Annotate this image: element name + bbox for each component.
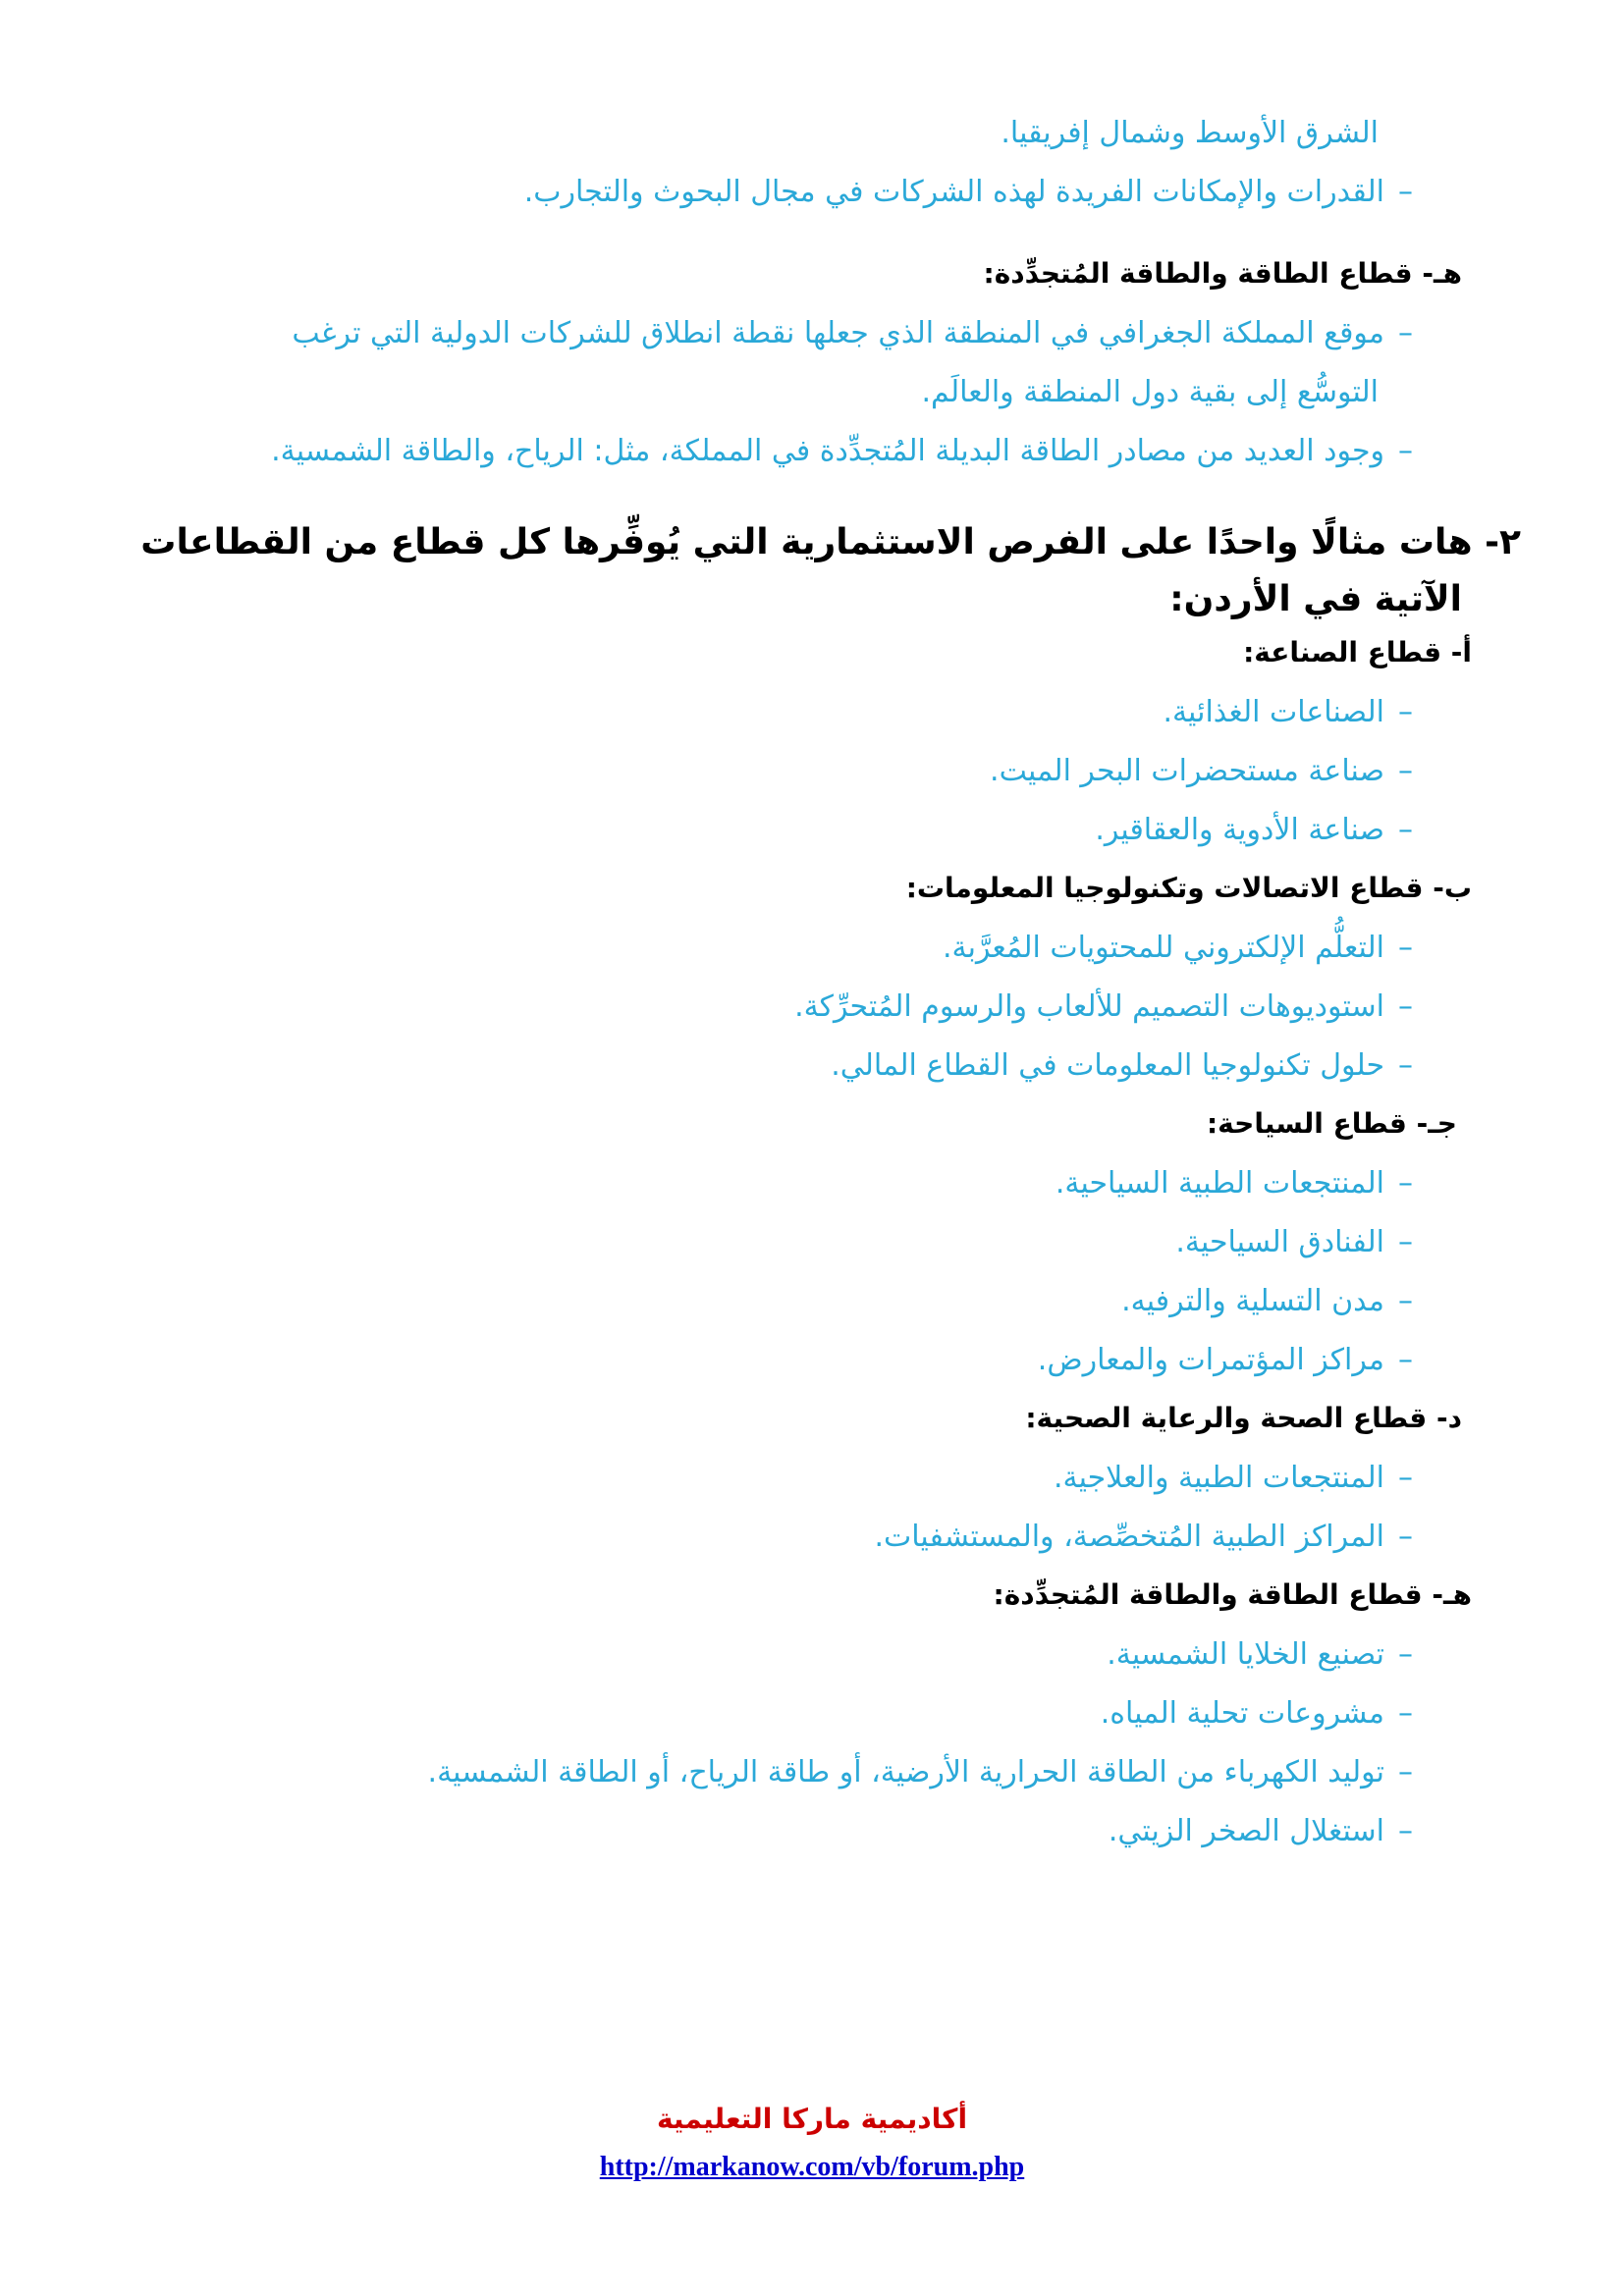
list-item bbox=[1056, 1166, 1413, 1201]
list-item bbox=[1109, 1814, 1413, 1848]
section-heading bbox=[1207, 1107, 1457, 1140]
question-title-line2: الآتية في الأردن: bbox=[1169, 579, 1462, 619]
bullet-dash: – bbox=[1398, 931, 1413, 965]
footer-link[interactable]: http://markanow.com/vb/forum.php bbox=[599, 2152, 1025, 2182]
bullet-dash: – bbox=[1398, 695, 1413, 729]
list-item-text: حلول تكنولوجيا المعلومات في القطاع المالي. bbox=[831, 1048, 1384, 1083]
list-item-text: الصناعات الغذائية. bbox=[1163, 695, 1384, 729]
list-item-text: التوسُّع إلى بقية دول المنطقة والعالَم. bbox=[921, 375, 1379, 409]
bullet-dash: – bbox=[1398, 1225, 1413, 1259]
section-heading-text: هـ- قطاع الطاقة والطاقة المُتجدِّدة: bbox=[993, 1578, 1472, 1611]
bullet-dash: – bbox=[1398, 1048, 1413, 1083]
list-item-text: موقع المملكة الجغرافي في المنطقة الذي جعلها نقطة انطلاق للشركات الدولية التي ترغب bbox=[292, 316, 1384, 350]
list-item-text: توليد الكهرباء من الطاقة الحرارية الأرضية، أو طاقة الرياح، أو الطاقة الشمسية. bbox=[427, 1755, 1384, 1789]
list-item-text: المنتجعات الطبية والعلاجية. bbox=[1053, 1461, 1384, 1495]
list-item bbox=[428, 1755, 1413, 1789]
list-item-text: الفنادق السياحية. bbox=[1175, 1225, 1384, 1259]
list-item bbox=[990, 754, 1413, 788]
bullet-dash: – bbox=[1398, 1343, 1413, 1377]
list-item bbox=[271, 434, 1413, 468]
list-item bbox=[524, 175, 1413, 209]
list-item bbox=[1054, 1461, 1413, 1495]
list-item-text: استوديوهات التصميم للألعاب والرسوم المُتحرِّكة. bbox=[794, 989, 1384, 1024]
list-item bbox=[1175, 1225, 1413, 1259]
bullet-dash: – bbox=[1398, 1461, 1413, 1495]
section-heading bbox=[994, 1578, 1472, 1611]
footer-academy-name: أكاديمية ماركا التعليمية bbox=[656, 2103, 968, 2135]
bullet-dash: – bbox=[1398, 1284, 1413, 1318]
section-heading bbox=[984, 257, 1462, 290]
section-heading bbox=[1243, 636, 1472, 668]
bullet-dash: – bbox=[1398, 1696, 1413, 1731]
list-item bbox=[1038, 1343, 1413, 1377]
list-item-text: التعلُّم الإلكتروني للمحتويات المُعرَّبة. bbox=[943, 931, 1384, 965]
section-heading-text: هـ- قطاع الطاقة والطاقة المُتجدِّدة: bbox=[983, 257, 1462, 290]
section-heading-text: ب- قطاع الاتصالات وتكنولوجيا المعلومات: bbox=[905, 872, 1472, 904]
bullet-dash: – bbox=[1398, 434, 1413, 468]
list-item bbox=[831, 1048, 1413, 1083]
list-item-text: مشروعات تحلية المياه. bbox=[1100, 1696, 1384, 1731]
list-item bbox=[794, 989, 1413, 1024]
list-item bbox=[1121, 1284, 1413, 1318]
bullet-dash: – bbox=[1398, 754, 1413, 788]
question-title-continuation bbox=[1169, 579, 1462, 619]
list-item bbox=[1107, 1637, 1413, 1672]
bullet-dash: – bbox=[1398, 1520, 1413, 1554]
list-item-text: وجود العديد من مصادر الطاقة البديلة المُتجدِّدة في المملكة، مثل: الرياح، والطاقة الشمسية. bbox=[271, 434, 1384, 468]
list-item bbox=[875, 1520, 1414, 1554]
section-heading-text: جـ- قطاع السياحة: bbox=[1206, 1107, 1457, 1140]
list-item-text: المنتجعات الطبية السياحية. bbox=[1055, 1166, 1384, 1201]
list-item bbox=[943, 931, 1413, 965]
section-heading bbox=[1025, 1402, 1462, 1434]
list-item-text: تصنيع الخلايا الشمسية. bbox=[1107, 1637, 1384, 1672]
bullet-dash: – bbox=[1398, 1166, 1413, 1201]
section-heading-text: أ- قطاع الصناعة: bbox=[1243, 636, 1472, 668]
bullet-dash: – bbox=[1398, 175, 1413, 209]
list-item bbox=[1095, 813, 1413, 847]
list-item bbox=[1101, 1696, 1413, 1731]
bullet-dash: – bbox=[1398, 989, 1413, 1024]
list-item-continuation bbox=[921, 375, 1379, 409]
list-item-text: مراكز المؤتمرات والمعارض. bbox=[1037, 1343, 1384, 1377]
bullet-dash: – bbox=[1398, 1814, 1413, 1848]
bullet-dash: – bbox=[1398, 316, 1413, 350]
list-item-text: مدن التسلية والترفيه. bbox=[1121, 1284, 1384, 1318]
section-heading bbox=[906, 872, 1472, 904]
list-item-text: صناعة مستحضرات البحر الميت. bbox=[990, 754, 1384, 788]
continuation-line bbox=[1001, 116, 1379, 150]
list-item-text: المراكز الطبية المُتخصِّصة، والمستشفيات. bbox=[874, 1520, 1384, 1554]
list-item-text: صناعة الأدوية والعقاقير. bbox=[1095, 813, 1384, 847]
question-title-line1: ٢- هات مثالًا واحدًا على الفرص الاستثمارية التي يُوفِّرها كل قطاع من القطاعات bbox=[140, 522, 1521, 562]
list-item-text: استغلال الصخر الزيتي. bbox=[1108, 1814, 1384, 1848]
continuation-text: الشرق الأوسط وشمال إفريقيا. bbox=[1001, 116, 1379, 150]
bullet-dash: – bbox=[1398, 813, 1413, 847]
list-item-text: القدرات والإمكانات الفريدة لهذه الشركات في مجال البحوث والتجارب. bbox=[523, 175, 1384, 209]
bullet-dash: – bbox=[1398, 1637, 1413, 1672]
section-heading-text: د- قطاع الصحة والرعاية الصحية: bbox=[1025, 1402, 1462, 1434]
bullet-dash: – bbox=[1398, 1755, 1413, 1789]
question-title bbox=[140, 522, 1521, 562]
list-item bbox=[292, 316, 1413, 350]
list-item bbox=[1163, 695, 1413, 729]
